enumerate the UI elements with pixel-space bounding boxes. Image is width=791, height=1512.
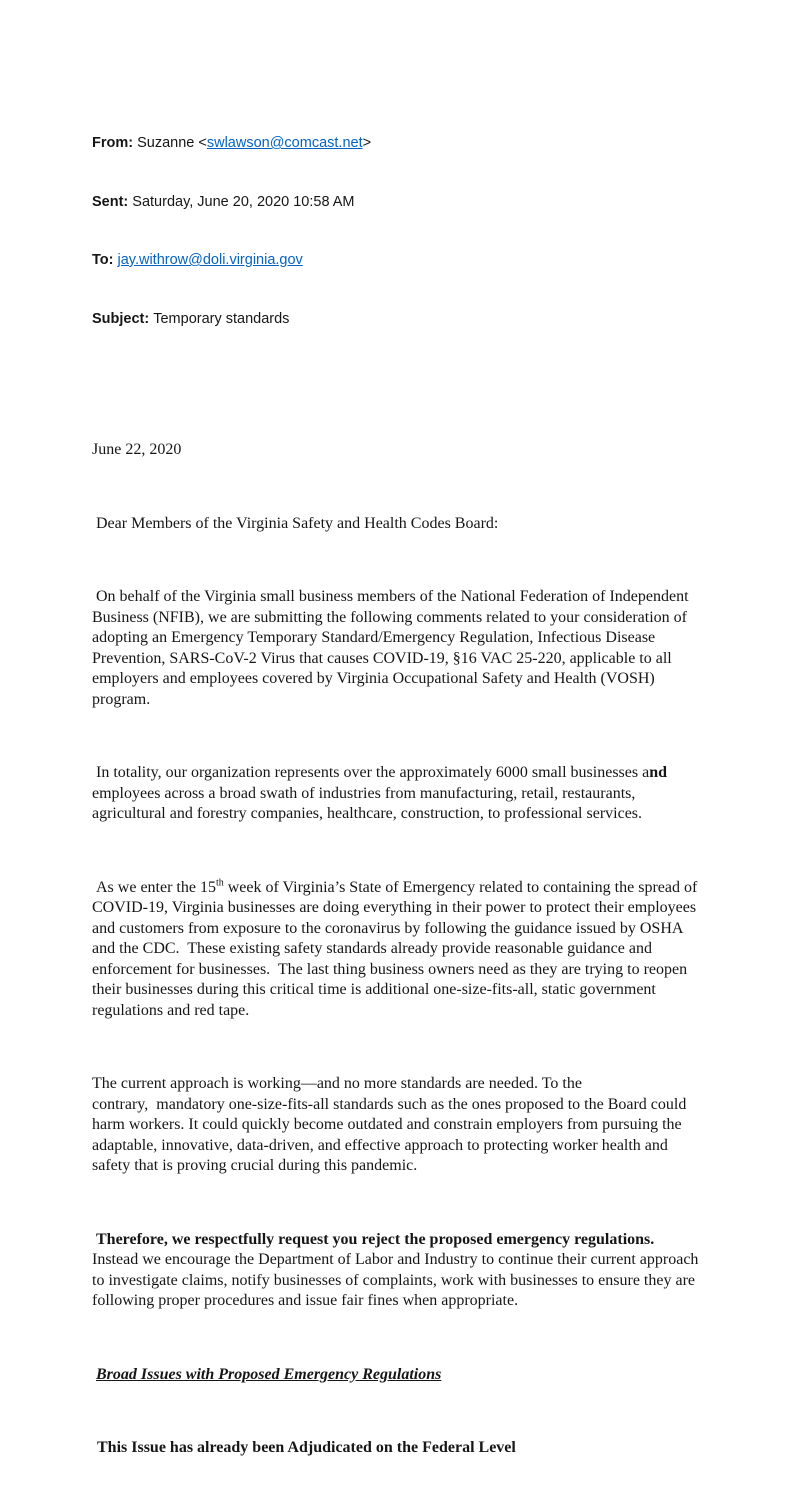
paragraph-current-approach bbox=[92, 1074, 702, 1177]
header-subject-line bbox=[92, 310, 702, 330]
subject-label: Subject: bbox=[92, 310, 154, 327]
paragraph-as-we-enter-text-b: week of Virginia’s State of Emergency related to containing the spread of COVID-19, Virginia businesses are doing everything in their power to protect their employees and customers from exposure to the coronavirus by following the guidance issued by OSHA and the CDC. These existing safety standards already provide reasonable guidance and enforcement for businesses. The last thing business owners need as they are trying to reopen their businesses during this critical time is additional one-size-fits-all, static government regulations and red tape. bbox=[92, 878, 702, 1019]
sent-value: Saturday, June 20, 2020 10:58 AM bbox=[132, 193, 355, 210]
paragraph-as-we-enter-text-a: As we enter the 15 bbox=[92, 878, 216, 896]
header-to-line bbox=[92, 251, 702, 271]
paragraph-on-behalf: On behalf of the Virginia small business members of the National Federation of Independent Business (NFIB), we are submitting the following comments related to your consideration of adopting an Emergency Temporary Standard/Emergency Regulation, Infectious Disease Prevention, SARS-CoV-2 Virus that causes COVID-19, §16 VAC 25-220, applicable to all employers and employees covered by Virginia Occupational Safety and Health (VOSH) program. bbox=[92, 588, 693, 708]
paragraph-in-totality-bold-nd: nd bbox=[649, 764, 667, 781]
to-email-link[interactable]: jay.withrow@doli.virginia.gov bbox=[117, 252, 303, 268]
paragraph-in-totality bbox=[92, 763, 702, 825]
header-sent-line bbox=[92, 193, 702, 213]
subject-value: Temporary standards bbox=[153, 310, 290, 327]
paragraph-in-totality-text-a: In totality, our organization represents over the approximately 6000 small businesses a bbox=[92, 764, 650, 781]
header-from-line bbox=[92, 134, 702, 154]
from-suffix: > bbox=[362, 135, 372, 151]
from-label: From: bbox=[92, 135, 138, 151]
from-email-link[interactable]: swlawson@comcast.net bbox=[206, 135, 363, 151]
paragraph-current-approach-rest: contrary, mandatory one-size-fits-all standards such as the ones proposed to the Board could harm workers. It could quickly become outdated and constrain employers from pursuing the adaptable, innovative, data-driven, and effective approach to protecting worker health and safety that is proving crucial during this pandemic. bbox=[92, 1095, 691, 1174]
paragraph-therefore-bold: Therefore, we respectfully request you reject the proposed emergency regulations. bbox=[92, 1230, 655, 1248]
salutation: Dear Members of the Virginia Safety and Health Codes Board: bbox=[92, 514, 499, 532]
ordinal-superscript: th bbox=[215, 877, 224, 889]
section-heading-adjudicated: This Issue has already been Adjudicated on the Federal Level bbox=[97, 1439, 516, 1456]
paragraph-current-approach-line1: The current approach is working—and no more standards are needed. To the bbox=[92, 1075, 582, 1092]
paragraph-therefore-rest: Instead we encourage the Department of Labor and Industry to continue their current approach to investigate claims, notify businesses of complaints, work with businesses to ensure they are following proper procedures and issue fair fines when appropriate. bbox=[92, 1230, 703, 1309]
letter-body bbox=[92, 399, 702, 1512]
from-name: Suzanne < bbox=[137, 135, 207, 151]
paragraph-therefore bbox=[92, 1230, 702, 1312]
letter-date: June 22, 2020 bbox=[92, 441, 182, 458]
paragraph-in-totality-text-b: employees across a broad swath of industries from manufacturing, retail, restaurants, agricultural and forestry companies, healthcare, construction, to professional services. bbox=[92, 764, 671, 822]
sent-label: Sent: bbox=[92, 193, 133, 210]
email-header bbox=[92, 95, 702, 368]
to-label: To: bbox=[92, 252, 118, 268]
section-heading-broad-issues: Broad Issues with Proposed Emergency Regulations bbox=[96, 1365, 442, 1383]
letter-content bbox=[92, 95, 702, 1512]
paragraph-as-we-enter bbox=[92, 878, 702, 1022]
